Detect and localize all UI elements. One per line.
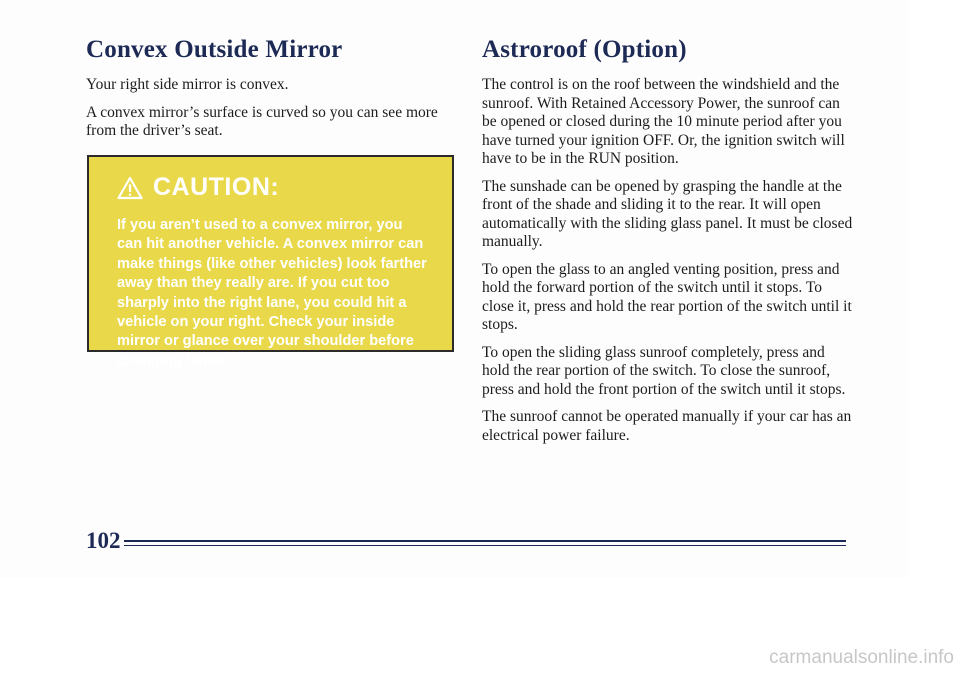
paragraph: The sunshade can be opened by grasping the handle at the front of the shade and sliding it to the rear. It will open automatically with the sliding glass panel. It must be closed manually. — [482, 177, 853, 250]
paragraph: Your right side mirror is convex. — [86, 76, 289, 93]
caution-label: CAUTION: — [153, 173, 280, 201]
paragraph: The control is on the roof between the windshield and the sunroof. With Retained Accessory Power, the sunroof can be opened or closed during the 10 minute period after you have turned your ignition OFF. Or, the ignition switch will have to be in the RUN position. — [482, 76, 845, 167]
caution-header — [117, 173, 430, 202]
caution-text: If you aren’t used to a convex mirror, you can hit another vehicle. A convex mirror can make things (like other vehicles) look farther away than they really are. If you cut too sharply into the right lane, you could hit a vehicle on your right. Check your inside mirror or glance over your shoulder before changing lanes. — [117, 217, 427, 369]
section-title-convex-mirror: Convex Outside Mirror — [86, 36, 343, 63]
page-number: 102 — [86, 528, 121, 553]
warning-triangle-icon — [117, 176, 143, 200]
left-column — [86, 36, 456, 150]
footer-rule — [124, 540, 846, 542]
paragraph: To open the glass to an angled venting position, press and hold the forward portion of the switch until it stops. To close it, press and hold the rear portion of the switch until it stops. — [482, 260, 852, 333]
paragraph: To open the sliding glass sunroof completely, press and hold the rear portion of the switch. To close the sunroof, press and hold the front portion of the switch until it stops. — [482, 343, 846, 398]
watermark: carmanualsonline.info — [769, 647, 954, 668]
section-title-astroroof: Astroroof (Option) — [482, 36, 687, 63]
paragraph: The sunroof cannot be operated manually if your car has an electrical power failure. — [482, 408, 852, 444]
caution-box — [87, 155, 454, 369]
footer-rule-thin — [124, 545, 846, 546]
right-column — [482, 36, 854, 454]
paragraph: A convex mirror’s surface is curved so you can see more from the driver’s seat. — [86, 103, 438, 139]
